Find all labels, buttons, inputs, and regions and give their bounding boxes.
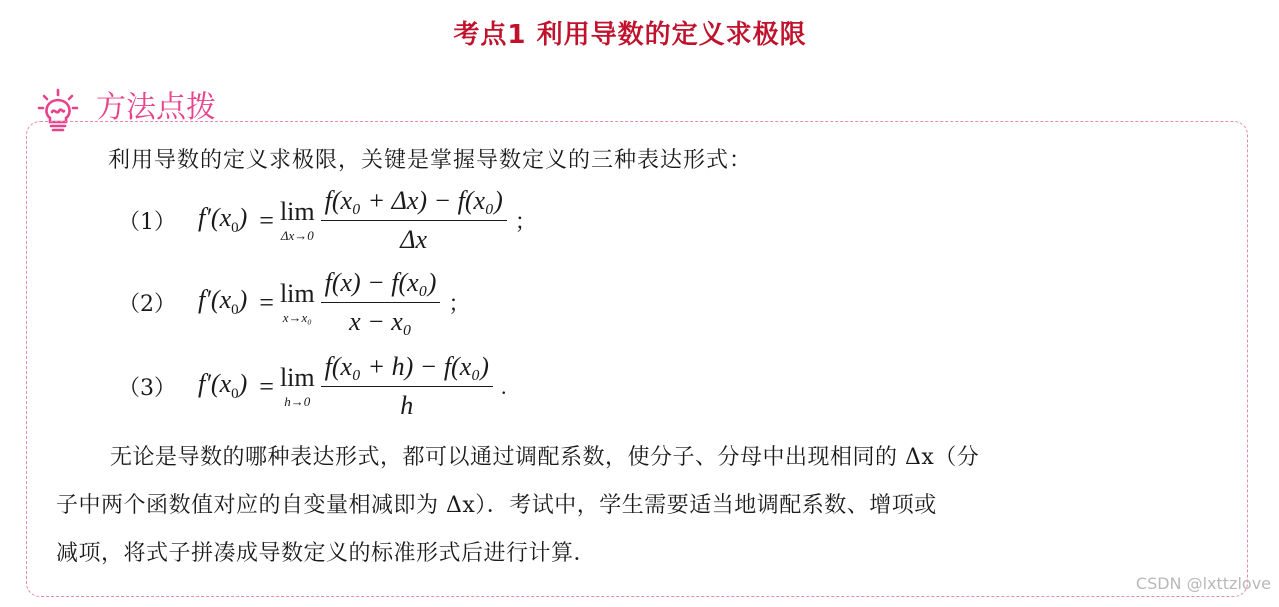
paragraph-line-3: 减项，将式子拼凑成导数定义的标准形式后进行计算． — [56, 541, 597, 566]
formula-lhs: $f'(x_0)$ — [198, 369, 248, 403]
equals-sign: = — [259, 205, 274, 235]
section-heading: 方法点拨 — [96, 90, 216, 125]
limit-operator: lim x→x₀ — [279, 279, 315, 325]
watermark: CSDN @lxttzlove — [1135, 574, 1271, 593]
denominator: h — [400, 391, 414, 420]
difference-quotient — [321, 352, 493, 421]
paragraph-line-2: 子中两个函数值对应的自变量相减即为 Δx）．考试中，学生需要适当地调配系数、增项或 — [56, 493, 937, 518]
numerator: f(x₀ + Δx) − f(x₀) — [321, 186, 507, 221]
formula-end: ； — [448, 291, 471, 316]
formula-2 — [118, 268, 470, 337]
limit-operator: lim Δx→0 — [279, 197, 315, 243]
limit-operator: lim h→0 — [279, 363, 315, 409]
formula-1 — [118, 186, 537, 255]
formula-end: ； — [514, 209, 537, 234]
denominator: x − x₀ — [349, 307, 412, 336]
difference-quotient — [321, 268, 441, 337]
formula-number: （1） — [118, 210, 176, 235]
formula-lhs: $f'(x_0)$ — [198, 285, 248, 319]
denominator: Δx — [400, 225, 428, 254]
difference-quotient — [321, 186, 507, 255]
formula-number: （2） — [118, 292, 176, 317]
paragraph-line-1: 无论是导数的哪种表达形式，都可以通过调配系数，使分子、分母中出现相同的 Δx（分 — [110, 445, 980, 470]
formula-lhs: $f'(x_0)$ — [198, 203, 248, 237]
intro-text: 利用导数的定义求极限，关键是掌握导数定义的三种表达形式： — [108, 148, 753, 173]
equals-sign: = — [259, 371, 274, 401]
equals-sign: = — [259, 287, 274, 317]
numerator: f(x₀ + h) − f(x₀) — [321, 352, 493, 387]
page-title: 考点1 利用导数的定义求极限 — [453, 20, 807, 50]
numerator: f(x) − f(x₀) — [321, 268, 441, 303]
formula-3 — [118, 352, 506, 421]
formula-number: （3） — [118, 376, 176, 401]
formula-end: . — [500, 373, 507, 399]
